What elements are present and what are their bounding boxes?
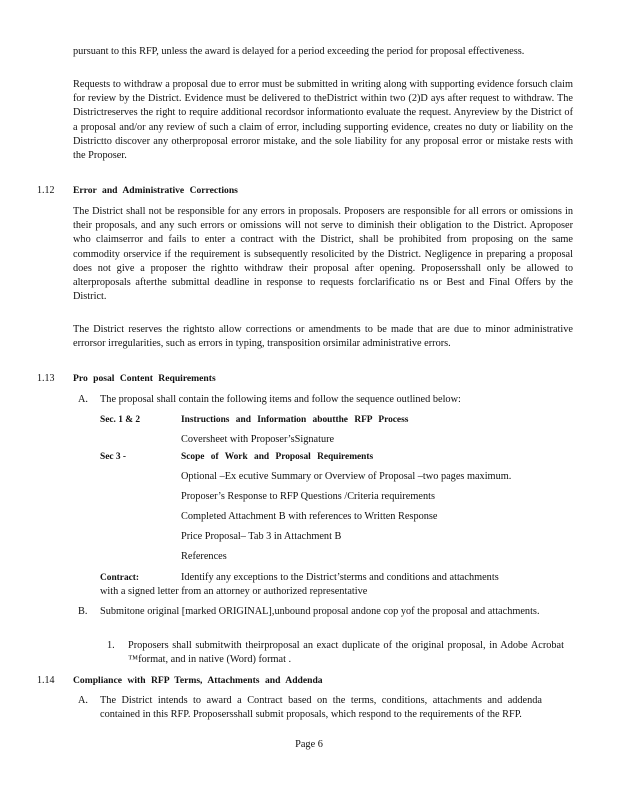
subitem-1-text: Proposers shall submitwith theirproposal an exact duplicate of the original proposal, in Adobe Acrobat ™format, and in native (Word) format . — [128, 640, 564, 666]
contract-text-line-2: with a signed letter from an attorney or authorized representative — [100, 586, 368, 597]
item-b-text: Submitone original [marked ORIGINAL],unbound proposal andone cop yof the proposal and attachments. — [100, 606, 540, 617]
subitem-number-1: 1. — [107, 640, 115, 651]
section-number-1-12: 1.12 — [37, 185, 55, 196]
intro-paragraph-2: Requests to withdraw a proposal due to error must be submitted in writing along with supporting evidence forsuch claim for review by the District. Evidence must be delivered to theDistrict within two (2)D ays after request to withdraw. The Districtreserves the right to require additional recordsor informationto evaluate the request. Anyreview by the District of a proposal and/or any review of such a claim of error, including supporting evidence, creates no duty or liability on the Districtto discover any otherproposal erroror mistake, and the sole liability for any proposal error or mistake rests with the Proposer. — [73, 79, 573, 162]
contract-text-line-1: Identify any exceptions to the District’sterms and conditions and attachments — [181, 572, 499, 583]
sec-3-item: Price Proposal– Tab 3 in Attachment B — [181, 531, 342, 542]
item-letter-a: A. — [78, 695, 89, 706]
item-letter-a: A. — [78, 394, 89, 405]
intro-paragraph-1: pursuant to this RFP, unless the award is delayed for a period exceeding the period for proposal effectiveness. — [73, 46, 525, 57]
sec-1-2-label: Sec. 1 & 2 — [100, 415, 141, 425]
contract-label: Contract: — [100, 573, 140, 583]
sec-3-item: Completed Attachment B with references to Written Response — [181, 511, 438, 522]
sec-1-2-title: Instructions and Information aboutthe RFP Process — [181, 415, 409, 425]
sec-3-title: Scope of Work and Proposal Requirements — [181, 452, 374, 462]
sec-3-item: Optional –Ex ecutive Summary or Overview of Proposal –two pages maximum. — [181, 471, 512, 482]
section-heading-1-13: Pro posal Content Requirements — [73, 373, 216, 384]
section-number-1-13: 1.13 — [37, 373, 55, 384]
sec-3-item: References — [181, 551, 227, 562]
section-heading-1-12: Error and Administrative Corrections — [73, 185, 238, 196]
section-number-1-14: 1.14 — [37, 675, 55, 686]
section-1-12-paragraph-1: The District shall not be responsible for any errors in proposals. Proposers are responsible for all errors or omissions in their proposals, and any such errors or omissions will not serve to diminish their obligation to the District. Aproposer who claimserror and fails to enter a contract with the District, shall be prohibited from proposing on the same commodity orservice if the requirement is subsequently resolicited by the District. Negligence in preparing a proposal does not give a proposer the rightto withdraw their proposal after opening. Proposersshall only be allowed to alterproposals afterthe submittal deadline in response to requests forclarificatio ns or Best and Final Offers by the District. — [73, 206, 573, 303]
sec-3-item: Proposer’s Response to RFP Questions /Criteria requirements — [181, 491, 435, 502]
section-heading-1-14: Compliance with RFP Terms, Attachments and Addenda — [73, 675, 323, 686]
section-1-12-paragraph-2: The District reserves the rightsto allow corrections or amendments to be made that are due to minor administrative errorsor irregularities, such as errors in typing, transposition orsimilar administrative errors. — [73, 324, 573, 350]
page-number: Page 6 — [295, 739, 323, 750]
item-a-text: The proposal shall contain the following items and follow the sequence outlined below: — [100, 394, 461, 405]
sec-3-label: Sec 3 - — [100, 452, 127, 462]
section-1-14-item-a-text: The District intends to award a Contract based on the terms, conditions, attachments and addenda contained in this RFP. Proposersshall submit proposals, which respond to the requirements of the RFP. — [100, 695, 542, 721]
sec-1-2-item: Coversheet with Proposer’sSignature — [181, 434, 335, 445]
item-letter-b: B. — [78, 606, 88, 617]
